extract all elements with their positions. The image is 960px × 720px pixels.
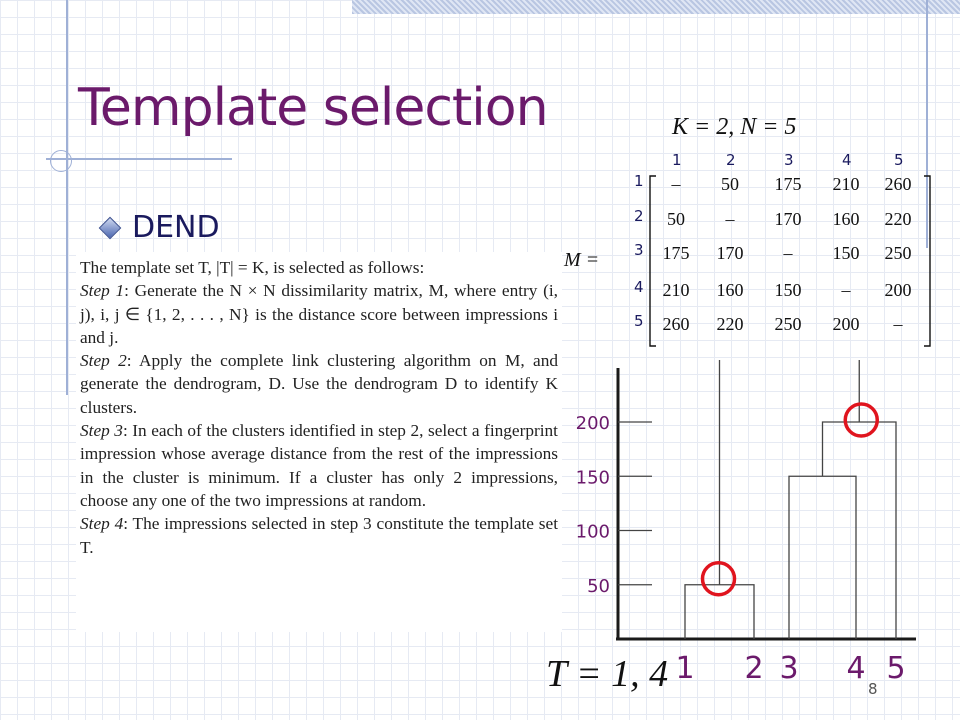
- matrix-cell: 260: [662, 314, 690, 334]
- y-tick-label: 200: [575, 413, 610, 434]
- matrix-row-header: 2: [634, 207, 644, 225]
- matrix-cell: 150: [832, 243, 860, 263]
- y-tick-label: 50: [587, 575, 610, 597]
- dendrogram-link-1-2: [685, 585, 754, 639]
- left-frame-line: [66, 0, 68, 395]
- y-tick-label: 100: [575, 521, 610, 543]
- page-number: 8: [868, 680, 878, 698]
- bullet-text: DEND: [132, 210, 220, 245]
- matrix-right-bracket: [924, 176, 930, 346]
- matrix-cell: 170: [774, 209, 802, 229]
- matrix-cell: 250: [884, 243, 912, 263]
- excerpt-intro: The template set T, |T| = K, is selected as follows:: [80, 258, 425, 277]
- excerpt-step-1: [80, 279, 558, 349]
- step-text: : Generate the N × N dissimilarity matrix, M, where entry (i, j), i, j ∈ {1, 2, . . . , N} is the distance score between impressions i and j.: [80, 281, 559, 347]
- matrix-cell: 220: [716, 314, 744, 334]
- matrix-cell: 210: [832, 174, 860, 194]
- excerpt-step-4: [80, 512, 558, 559]
- matrix-cell: 150: [774, 280, 802, 300]
- matrix-col-header: 1: [672, 151, 682, 169]
- step-label: Step 1: [80, 281, 125, 301]
- matrix-cell: 50: [721, 174, 739, 194]
- bullet-item: [102, 210, 220, 245]
- diamond-bullet-icon: [99, 216, 122, 239]
- paper-excerpt: [76, 252, 562, 632]
- matrix-col-header: 2: [726, 151, 736, 169]
- y-tick-label: 150: [575, 467, 610, 489]
- dendrogram-link-3-4: [789, 476, 856, 639]
- matrix-left-bracket: [650, 176, 656, 346]
- matrix-cell: 160: [832, 209, 860, 229]
- matrix-label: M =: [564, 249, 600, 271]
- matrix-cell: –: [671, 174, 681, 194]
- leaf-label: 4: [846, 651, 866, 686]
- excerpt-step-2: [80, 349, 558, 419]
- leaf-label: 2: [744, 651, 764, 686]
- matrix-col-header: 3: [784, 151, 794, 169]
- matrix-cell: 200: [884, 280, 912, 300]
- step-text: : Apply the complete link clustering algorithm on M, and generate the dendrogram, D. Use the dendrogram D to identify K clusters.: [80, 351, 558, 417]
- matrix-col-header: 5: [894, 151, 904, 169]
- matrix-cell: –: [783, 243, 793, 263]
- matrix-params: K = 2, N = 5: [672, 114, 797, 140]
- dissimilarity-matrix: [560, 110, 940, 360]
- matrix-cell: 260: [884, 174, 912, 194]
- matrix-cell: 175: [774, 174, 802, 194]
- step-text: : The impressions selected in step 3 constitute the template set T.: [80, 514, 558, 557]
- leaf-label: 5: [886, 651, 906, 686]
- template-set-result: T = 1, 4: [546, 653, 669, 695]
- slide-title: Template selection: [78, 78, 548, 138]
- matrix-row-header: 1: [634, 172, 644, 190]
- matrix-cell: –: [725, 209, 735, 229]
- leaf-label: 1: [675, 651, 695, 686]
- matrix-cell: 210: [662, 280, 690, 300]
- matrix-row-header: 5: [634, 312, 644, 330]
- corner-circle-ornament: [50, 150, 72, 172]
- matrix-cell: 200: [832, 314, 860, 334]
- matrix-cell: 50: [667, 209, 685, 229]
- matrix-cell: 160: [716, 280, 744, 300]
- matrix-cell: 220: [884, 209, 912, 229]
- matrix-row-header: 3: [634, 241, 644, 259]
- matrix-cell: 170: [716, 243, 744, 263]
- step-label: Step 4: [80, 514, 124, 534]
- step-label: Step 2: [80, 351, 127, 371]
- title-underline: [46, 158, 232, 160]
- matrix-cell: –: [893, 314, 903, 334]
- step-text: : In each of the clusters identified in step 2, select a fingerprint impression whose average distance from the rest of the impressions in the cluster is minimum. If a cluster has only 2 impressions, choose any one of the two impressions at random.: [80, 421, 558, 510]
- matrix-cell: 250: [774, 314, 802, 334]
- matrix-row-header: 4: [634, 278, 644, 296]
- header-pattern-band: [352, 0, 960, 14]
- leaf-label: 3: [779, 651, 799, 686]
- step-label: Step 3: [80, 421, 123, 441]
- excerpt-step-3: [80, 419, 558, 512]
- matrix-cell: –: [841, 280, 851, 300]
- selection-circle-marker: [845, 404, 877, 436]
- selection-circle-marker: [703, 563, 735, 595]
- matrix-col-header: 4: [842, 151, 852, 169]
- matrix-cell: 175: [662, 243, 690, 263]
- dendrogram-link-34-5: [823, 422, 897, 639]
